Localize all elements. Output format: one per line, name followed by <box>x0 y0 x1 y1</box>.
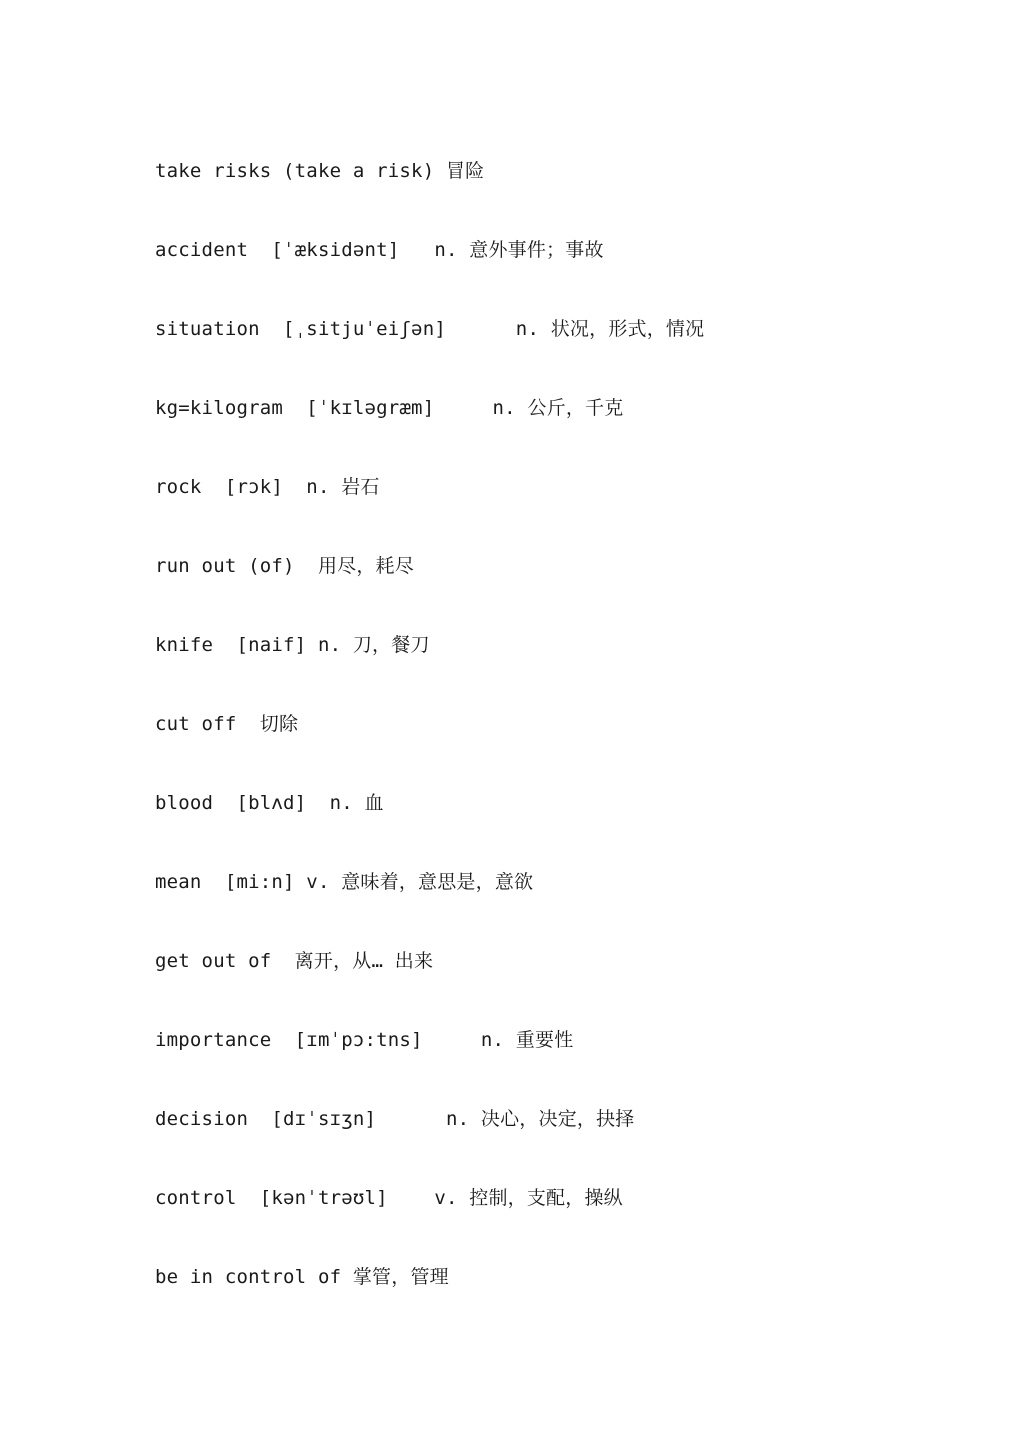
vocab-entry-run-out-of: run out (of) 用尽，耗尽 <box>155 555 414 577</box>
vocab-entry-situation: situation [ˌsitjuˈeiʃən] n. 状况，形式，情况 <box>155 318 705 340</box>
vocab-entry-knife: knife [naif] n. 刀，餐刀 <box>155 634 430 656</box>
vocab-entry-rock: rock [rɔk] n. 岩石 <box>155 476 380 498</box>
vocab-entry-kilogram: kg=kilogram [ˈkɪləgræm] n. 公斤，千克 <box>155 397 624 419</box>
vocab-entry-accident: accident [ˈæksidənt] n. 意外事件；事故 <box>155 239 604 261</box>
vocab-entry-get-out-of: get out of 离开，从… 出来 <box>155 950 434 972</box>
vocab-entry-mean: mean [mi:n] v. 意味着，意思是，意欲 <box>155 871 534 893</box>
vocab-entry-cut-off: cut off 切除 <box>155 713 299 735</box>
vocab-entry-take-risks: take risks (take a risk) 冒险 <box>155 160 485 182</box>
vocab-entry-decision: decision [dɪˈsɪʒn] n. 决心，决定，抉择 <box>155 1108 635 1130</box>
vocab-entry-importance: importance [ɪmˈpɔ:tns] n. 重要性 <box>155 1029 574 1051</box>
vocab-entry-be-in-control-of: be in control of 掌管，管理 <box>155 1266 449 1288</box>
vocab-entry-blood: blood [blʌd] n. 血 <box>155 792 384 814</box>
vocabulary-list <box>155 158 975 1343</box>
vocab-entry-control: control [kənˈtrəʊl] v. 控制，支配，操纵 <box>155 1187 623 1209</box>
